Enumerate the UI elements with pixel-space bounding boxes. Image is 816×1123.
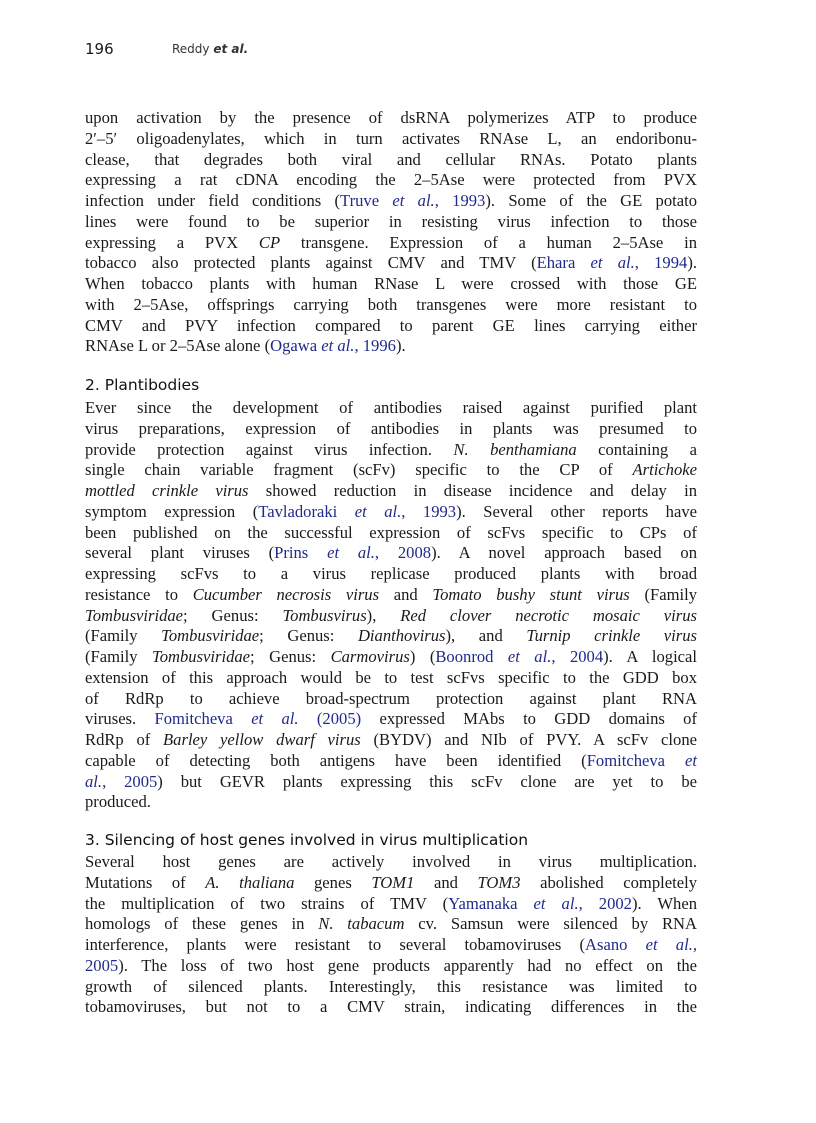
section-heading-silencing: 3. Silencing of host genes involved in virus multiplication [85, 831, 529, 849]
text-line [85, 419, 697, 440]
paragraph-plantibodies [85, 398, 697, 813]
text-run: (Family [629, 584, 698, 604]
citation-link[interactable]: , 1994 [634, 253, 688, 273]
text-run: extension of this approach would be to test scFvs specific to the GDD box [85, 667, 697, 687]
text-line [85, 585, 697, 606]
text-run: ). Some of the GE potato [485, 191, 698, 210]
text-run: capable of detecting both antigens have been identified ( [85, 750, 587, 770]
text-run: upon activation by the presence of dsRNA polymerizes ATP to produce [85, 108, 697, 127]
italic-text: TOM1 [371, 872, 415, 892]
text-run: genes [294, 872, 372, 892]
text-line [85, 233, 697, 254]
citation-link[interactable]: , 2008 [374, 543, 432, 563]
text-line [85, 792, 697, 813]
text-line [85, 212, 697, 233]
italic-text: N. tabacum [318, 914, 405, 934]
text-run: produced. [85, 792, 151, 812]
text-run: and [414, 872, 478, 892]
text-run: been published on the successful expression of scFvs specific to CPs of [85, 522, 697, 542]
citation-link[interactable]: Truve [340, 191, 393, 210]
text-line [85, 772, 697, 793]
text-line [85, 873, 697, 894]
text-run: ; Genus: [183, 605, 283, 625]
text-run: showed reduction in disease incidence and delay in [248, 481, 697, 500]
italic-text: Red clover necrotic mosaic virus [400, 605, 697, 625]
text-run: transgene. Expression of a human 2–5Ase in [280, 232, 697, 252]
italic-text: Cucumber necrosis virus [192, 584, 380, 604]
text-line [85, 170, 697, 191]
text-run: tobamoviruses, but not to a CMV strain, indicating differences in the [85, 997, 697, 1017]
citation-link[interactable]: , 2005 [102, 771, 158, 791]
text-line [85, 316, 697, 337]
text-run: several plant viruses ( [85, 543, 275, 563]
citation-link[interactable]: Tavladoraki [258, 501, 355, 521]
text-run: abolished completely [520, 872, 697, 892]
author-etal: et al. [213, 42, 249, 56]
text-run: RNAse L or 2–5Ase alone ( [85, 336, 271, 356]
text-run: expressing a rat cDNA encoding the 2–5Ase were protected from PVX [85, 170, 697, 190]
text-line [85, 564, 697, 585]
text-line [85, 460, 697, 481]
citation-link[interactable]: et al. [392, 191, 435, 210]
text-run: the multiplication of two strains of TMV ( [85, 893, 449, 913]
text-line [85, 274, 697, 295]
italic-text: Carmovirus [330, 647, 410, 666]
text-run: tobacco also protected plants against CMV and TMV ( [85, 253, 537, 273]
citation-link[interactable]: et al. [354, 501, 402, 521]
text-line [85, 440, 697, 461]
citation-link[interactable]: Prins [274, 543, 328, 563]
text-run: resistance to [85, 584, 193, 604]
text-run: ; Genus: [250, 647, 331, 666]
citation-link[interactable]: 2005 [85, 955, 119, 975]
text-line [85, 543, 697, 564]
text-line [85, 295, 697, 316]
text-run: ). When [631, 893, 697, 913]
running-author [172, 42, 248, 56]
citation-link[interactable]: (2005) [298, 709, 362, 729]
italic-text: CP [258, 232, 281, 252]
text-line [85, 894, 697, 915]
text-line [85, 751, 697, 772]
text-run: single chain variable fragment (scFv) specific to the CP of [85, 460, 633, 480]
text-run: ; Genus: [259, 626, 358, 646]
italic-text: Tomato bushy stunt virus [432, 584, 630, 604]
text-line [85, 191, 697, 212]
text-run: viruses. [85, 709, 155, 729]
citation-link[interactable]: et al. [507, 647, 552, 666]
text-run: lines were found to be superior in resisting virus infection to those [85, 211, 697, 231]
text-run: expressed MAbs to GDD domains of [361, 709, 697, 729]
text-line [85, 997, 697, 1018]
text-run: Several host genes are actively involved in virus multiplication. [85, 852, 697, 871]
text-run: virus preparations, expression of antibodies in plants was presumed to [85, 418, 697, 438]
text-run: with 2–5Ase, offsprings carrying both transgenes were more resistant to [85, 294, 697, 314]
text-run: growth of silenced plants. Interestingly, this resistance was limited to [85, 976, 697, 996]
text-run: Ever since the development of antibodies raised against purified plant [85, 398, 697, 417]
text-line [85, 914, 697, 935]
text-run: infection under field conditions ( [85, 191, 341, 210]
text-run: CMV and PVY infection compared to parent GE lines carrying either [85, 315, 697, 335]
text-line [85, 523, 697, 544]
text-line [85, 709, 697, 730]
text-line [85, 108, 697, 129]
citation-link[interactable]: et [685, 750, 697, 770]
text-run: ). [395, 336, 406, 356]
page-number: 196 [85, 40, 114, 58]
text-run: and [379, 584, 433, 604]
text-run: provide protection against virus infection. [85, 439, 454, 459]
citation-link[interactable]: et al. [251, 709, 299, 729]
text-run: ). Several other reports have [456, 501, 697, 521]
italic-text: N. benthamiana [453, 439, 577, 459]
section-heading-plantibodies: 2. Plantibodies [85, 376, 200, 394]
author-name: Reddy [172, 42, 210, 56]
citation-link[interactable]: et al., [645, 935, 697, 954]
text-run: homologs of these genes in [85, 914, 319, 934]
text-run: ) but GEVR plants expressing this scFv clone are yet to be [157, 771, 697, 791]
citation-link[interactable]: , 1996 [354, 336, 396, 356]
text-run: Mutations of [85, 872, 206, 892]
citation-link[interactable]: Boonrod [435, 647, 508, 666]
citation-link[interactable]: et al. [327, 543, 375, 563]
text-run: ), and [445, 626, 527, 646]
citation-link[interactable]: Asano [585, 935, 646, 954]
text-line [85, 852, 697, 873]
text-run: (BYDV) and NIb of PVY. A scFv clone [360, 730, 697, 749]
text-line [85, 129, 697, 150]
text-line [85, 689, 697, 710]
text-run: ). A logical [603, 647, 698, 666]
text-run: cv. Samsun were silenced by RNA [404, 914, 697, 934]
italic-text: Tombusviridae [152, 647, 251, 666]
paragraph-intro [85, 108, 697, 357]
text-line [85, 935, 697, 956]
paragraph-silencing [85, 852, 697, 1018]
text-run: ). A novel approach based on [431, 543, 697, 563]
text-run: symptom expression ( [85, 501, 259, 521]
citation-link[interactable]: , 1993 [434, 191, 486, 210]
text-run: ), [366, 605, 401, 625]
text-line [85, 977, 697, 998]
italic-text: Dianthovirus [357, 626, 446, 646]
text-line [85, 150, 697, 171]
citation-link[interactable]: et al. [590, 253, 635, 273]
text-line [85, 253, 697, 274]
text-run: of RdRp to achieve broad-spectrum protection against plant RNA [85, 688, 697, 708]
italic-text: Tombusviridae [85, 605, 184, 625]
text-line [85, 398, 697, 419]
text-run: When tobacco plants with human RNase L were crossed with those GE [85, 274, 697, 293]
citation-link[interactable]: Ogawa [270, 336, 322, 356]
citation-link[interactable]: al. [85, 771, 103, 791]
text-run: (Family [85, 647, 152, 666]
text-line [85, 336, 697, 357]
italic-text: Tombusviridae [161, 626, 260, 646]
text-run: expressing scFvs to a virus replicase produced plants with broad [85, 564, 697, 583]
italic-text: Turnip crinkle virus [526, 626, 697, 646]
citation-link[interactable]: , 1993 [401, 501, 457, 521]
text-line [85, 668, 697, 689]
text-line [85, 606, 697, 627]
text-line [85, 502, 697, 523]
text-line [85, 730, 697, 751]
citation-link[interactable]: Ehara [536, 253, 591, 273]
text-run: RdRp of [85, 730, 164, 749]
citation-link[interactable]: Fomitcheva [154, 709, 252, 729]
text-run: (Family [85, 626, 162, 646]
text-run: interference, plants were resistant to several tobamoviruses ( [85, 935, 586, 954]
citation-link[interactable]: , 2002 [578, 893, 632, 913]
text-run: clease, that degrades both viral and cellular RNAs. Potato plants [85, 149, 697, 169]
text-run: ). The loss of two host gene products apparently had no effect on the [118, 955, 697, 975]
italic-text: Barley yellow dwarf virus [163, 730, 361, 749]
text-run: expressing a PVX [85, 232, 259, 252]
italic-text: Tombusvirus [282, 605, 367, 625]
text-line [85, 647, 697, 668]
citation-link[interactable]: Fomitcheva [586, 750, 686, 770]
text-run: ) ( [409, 647, 436, 666]
italic-text: mottled crinkle virus [85, 481, 249, 500]
italic-text: Artichoke [632, 460, 697, 480]
citation-link[interactable]: , 2004 [551, 647, 604, 666]
text-run: 2′–5′ oligoadenylates, which in turn activates RNAse L, an endoribonu- [85, 128, 697, 148]
italic-text: TOM3 [477, 872, 521, 892]
citation-link[interactable]: et al. [533, 893, 579, 913]
text-line [85, 481, 697, 502]
text-run: containing a [576, 439, 697, 459]
text-line [85, 956, 697, 977]
italic-text: A. thaliana [205, 872, 295, 892]
citation-link[interactable]: Yamanaka [448, 893, 534, 913]
text-line [85, 626, 697, 647]
citation-link[interactable]: et al. [321, 336, 355, 356]
text-run: ). [687, 253, 698, 273]
